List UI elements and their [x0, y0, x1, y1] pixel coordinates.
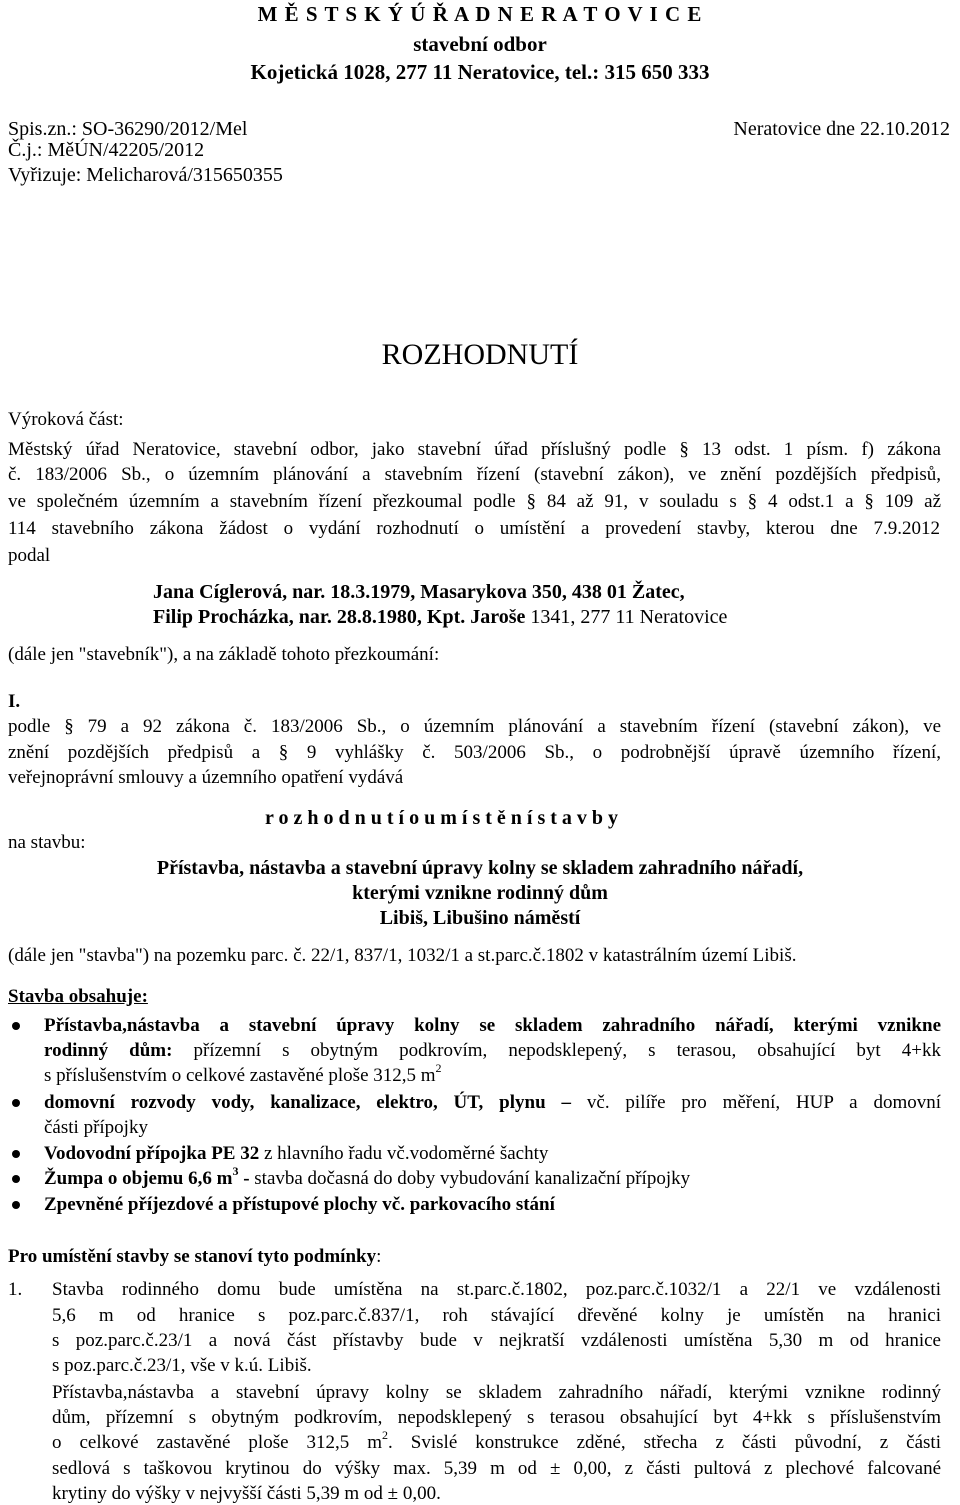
document-date: Neratovice dne 22.10.2012	[733, 118, 950, 140]
item-2-line-2: části přípojky	[44, 1117, 148, 1138]
bullet-3	[12, 1150, 20, 1158]
intro-line-2: č. 183/2006 Sb., o územním plánování a stavebním řízení (stavební zákon), ve znění pozdějších předpisů,	[8, 464, 941, 485]
intro-line-5: podal	[8, 545, 51, 566]
condition-1-line-2: 5,6 m od hranice s poz.parc.č.837/1, roh stávající dřevěné kolny je umístěn na hranici	[52, 1305, 941, 1326]
department-name: stavební odbor	[413, 32, 547, 56]
item-1-sup: 2	[435, 1060, 442, 1075]
condition-1-sup: 2	[382, 1427, 389, 1442]
office-name: M Ě S T S K Ý Ú Ř A D N E R A T O V I C E	[257, 2, 703, 26]
item-1-line-2	[44, 1041, 941, 1060]
section-I-label: I.	[8, 691, 21, 712]
parcel-note: (dále jen "stavba") na pozemku parc. č. 22/1, 837/1, 1032/1 a st.parc.č.1802 v katastrálním území Libiš.	[8, 945, 797, 966]
stavba-name-line-3: Libiš, Libušino náměstí	[379, 907, 581, 929]
handled-by: Vyřizuje: Melicharová/315650355	[8, 164, 283, 186]
reference-number: Č.j.: MěÚN/42205/2012	[8, 139, 205, 161]
condition-1-line-4: s poz.parc.č.23/1, vše v k.ú. Libiš.	[52, 1355, 312, 1376]
decision-heading: r o z h o d n u t í o u m í s t ě n í s t a v b y	[265, 807, 619, 829]
item-2-text: vč. pilíře pro měření, HUP a domovní	[571, 1092, 941, 1113]
stavba-name-line-1: Přístavba, nástavba a stavební úpravy kolny se skladem zahradního nářadí,	[156, 857, 804, 879]
conditions-colon: :	[376, 1246, 382, 1267]
item-3	[44, 1144, 548, 1163]
item-4	[44, 1163, 691, 1189]
applicant-2-bold: Filip Procházka, nar. 28.8.1980, Kpt. Jaroše	[153, 606, 526, 628]
item-4-sup: 3	[232, 1163, 239, 1178]
section-I-line-2: znění pozdějších předpisů a § 9 vyhlášky č. 503/2006 Sb., o podrobnější úpravě územního řízení,	[8, 742, 941, 763]
condition-1-line-6: dům, přízemní s obytným podkrovím, nepodsklepený s terasou obsahující byt 4+kk s příslušenstvím	[52, 1407, 941, 1428]
condition-1-area: o celkové zastavěné ploše 312,5 m	[52, 1432, 383, 1453]
item-4-dash: -	[238, 1168, 250, 1189]
item-2-line-1	[44, 1093, 941, 1112]
condition-1-line-9: krytiny do výšky v nejvyšší části 5,39 m od ± 0,00.	[52, 1483, 441, 1504]
item-3-bold: Vodovodní přípojka PE 32	[44, 1143, 260, 1164]
stavba-label: na stavbu:	[8, 832, 86, 853]
item-3-text: z hlavního řadu vč.vodoměrné šachty	[259, 1143, 549, 1164]
condition-1-line-7	[52, 1427, 941, 1453]
applicant-1: Jana Cíglerová, nar. 18.3.1979, Masarykova 350, 438 01 Žatec,	[153, 581, 685, 603]
section-I-line-1: podle § 79 a 92 zákona č. 183/2006 Sb., o územním plánování a stavebním řízení (stavební zákon), ve	[8, 716, 941, 737]
contents-heading: Stavba obsahuje:	[8, 986, 148, 1007]
condition-1-line-8: sedlová s taškovou krytinou do výšky max. 5,39 m od ± 0,00, z části pultová z plechové falcované	[52, 1458, 941, 1479]
condition-1-number: 1.	[8, 1279, 23, 1300]
item-1-text: přízemní s obytným podkrovím, nepodsklepený, s terasou, obsahující byt 4+kk	[172, 1040, 941, 1061]
applicant-2	[153, 607, 727, 627]
item-1-area: s příslušenstvím o celkové zastavěné ploše 312,5 m	[44, 1065, 436, 1086]
item-4-bold: Žumpa o objemu 6,6 m	[44, 1168, 233, 1189]
item-5: Zpevněné příjezdové a přístupové plochy vč. parkovacího stání	[44, 1194, 555, 1215]
section-I-line-3: veřejnoprávní smlouvy a územního opatření vydává	[8, 767, 404, 788]
builder-note: (dále jen "stavebník"), a na základě tohoto přezkoumání:	[8, 644, 440, 665]
conditions-heading	[8, 1247, 381, 1266]
file-number: Spis.zn.: SO-36290/2012/Mel	[8, 118, 248, 140]
condition-1-line-5: Přístavba,nástavba a stavební úpravy kolny se skladem zahradního nářadí, kterými vznikne rodinný	[52, 1382, 941, 1403]
conditions-heading-text: Pro umístění stavby se stanoví tyto podmínky	[8, 1246, 377, 1267]
bullet-2	[12, 1099, 20, 1107]
condition-1-line-3: s poz.parc.č.23/1 a nová část přístavby bude v nejkratší vzdálenosti umístěna 5,30 m od hranice	[52, 1330, 941, 1351]
condition-1-construction: . Svislé konstrukce zděné, střecha z části původní, z části	[388, 1432, 941, 1453]
office-address: Kojetická 1028, 277 11 Neratovice, tel.: 315 650 333	[250, 60, 710, 84]
intro-line-3: ve společném územním a stavebním řízení přezkoumal podle § 84 až 91, v souladu s § 4 odst.1 a § 109 až	[8, 491, 941, 512]
condition-1-line-1: Stavba rodinného domu bude umístěna na st.parc.č.1802, poz.parc.č.1032/1 a 22/1 ve vzdálenosti	[52, 1279, 941, 1300]
document-title: ROZHODNUTÍ	[381, 338, 579, 371]
item-1-bold: rodinný dům:	[44, 1040, 173, 1061]
item-4-text: stavba dočasná do doby vybudování kanalizační přípojky	[249, 1168, 691, 1189]
bullet-5	[12, 1201, 20, 1209]
intro-line-4: 114 stavebního zákona žádost o vydání rozhodnutí o umístění a provedení stavby, kterou dne 7.9.2012	[8, 518, 940, 539]
item-1-line-3	[44, 1060, 442, 1086]
item-1-line-1: Přístavba,nástavba a stavební úpravy kolny se skladem zahradního nářadí, kterými vznikne	[44, 1015, 941, 1036]
intro-line-1: Městský úřad Neratovice, stavební odbor, jako stavební úřad příslušný podle § 13 odst. 1 písm. f) zákona	[8, 439, 941, 460]
applicant-2-address: 1341, 277 11 Neratovice	[525, 606, 728, 628]
verdict-heading: Výroková část:	[8, 409, 124, 430]
item-2-bold: domovní rozvody vody, kanalizace, elektro, ÚT, plynu –	[44, 1092, 572, 1113]
bullet-4	[12, 1175, 20, 1183]
stavba-name-line-2: kterými vznikne rodinný dům	[352, 882, 608, 904]
bullet-1	[12, 1022, 20, 1030]
